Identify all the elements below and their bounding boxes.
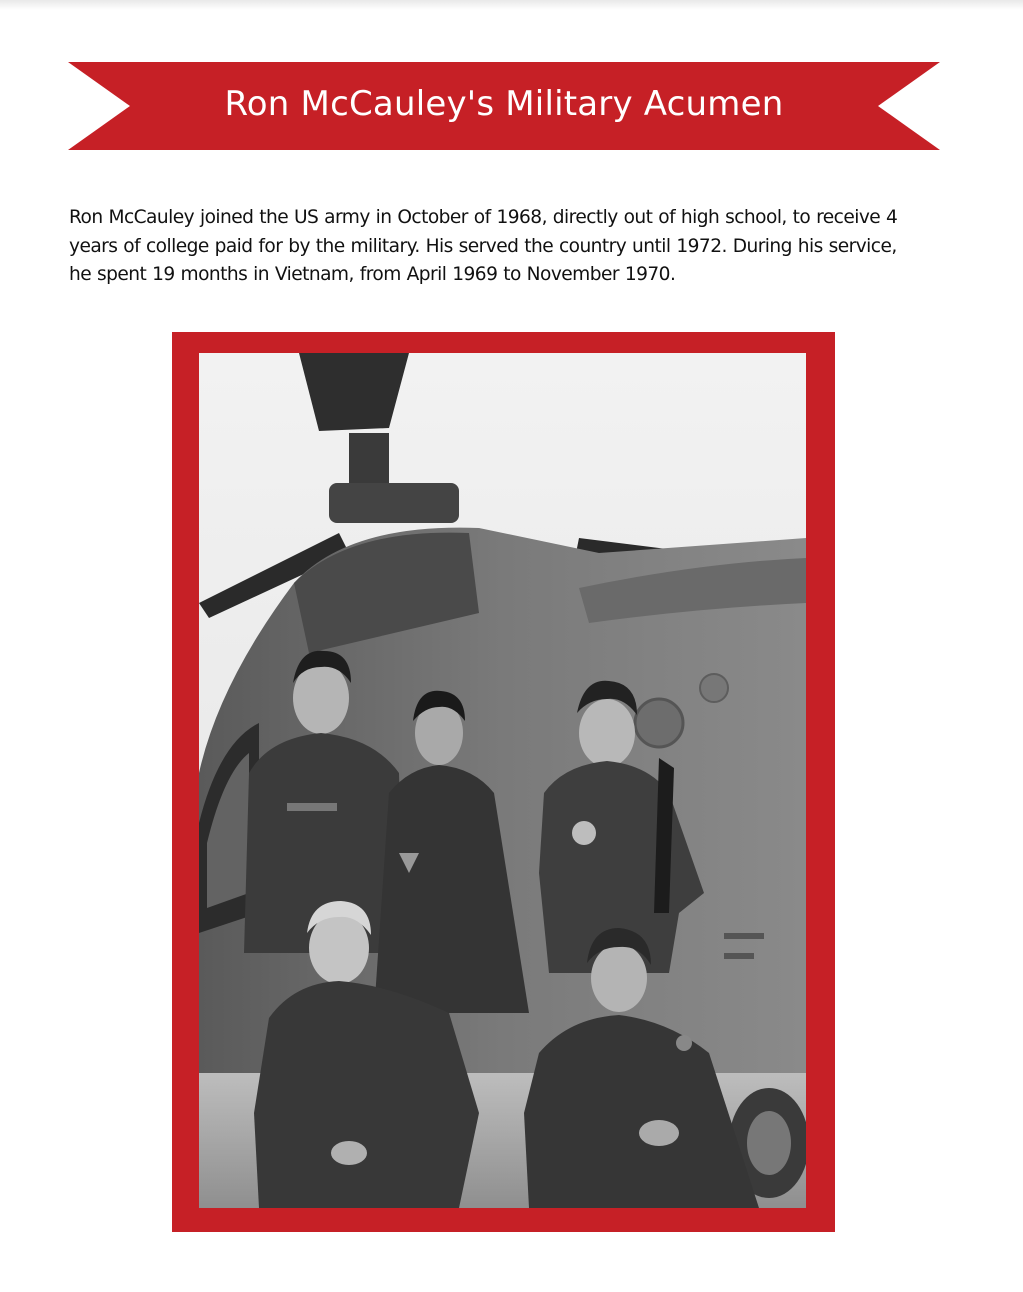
title-banner <box>68 62 940 150</box>
photo-frame <box>172 332 835 1232</box>
soldiers-helicopter-photo <box>199 353 806 1208</box>
page-title: Ron McCauley's Military Acumen <box>224 84 784 124</box>
page-top-shadow <box>0 0 1023 10</box>
photo-illustration <box>199 353 806 1208</box>
intro-paragraph: Ron McCauley joined the US army in October of 1968, directly out of high school, to receive 4 years of college paid for by the military. His served the country until 1972. During his service, he spent 19 months in Vietnam, from April 1969 to November 1970. <box>69 207 898 285</box>
